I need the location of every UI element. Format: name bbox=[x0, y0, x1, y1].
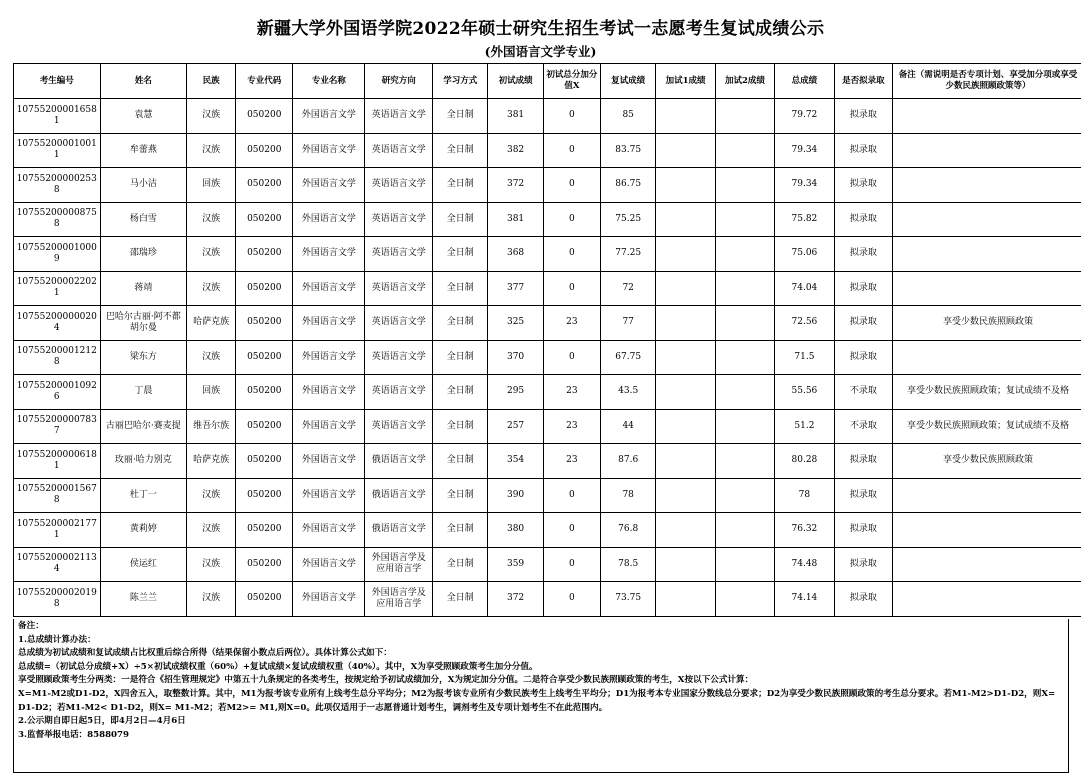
table-cell bbox=[893, 168, 1081, 203]
table-cell: 381 bbox=[488, 99, 543, 134]
table-cell: 372 bbox=[488, 168, 543, 203]
table-cell: 43.5 bbox=[601, 375, 656, 410]
table-cell: 75.82 bbox=[775, 202, 834, 237]
table-cell: 0 bbox=[543, 168, 600, 203]
table-cell: 10755200000618 1 bbox=[14, 444, 101, 479]
table-cell: 全日制 bbox=[433, 340, 488, 375]
table-cell: 050200 bbox=[236, 444, 293, 479]
table-cell: 汉族 bbox=[187, 133, 236, 168]
table-cell: 050200 bbox=[236, 478, 293, 513]
note-line: 备注： bbox=[18, 621, 44, 631]
table-cell: 87.6 bbox=[601, 444, 656, 479]
table-cell: 295 bbox=[488, 375, 543, 410]
table-cell: 050200 bbox=[236, 340, 293, 375]
page-subtitle: (外国语言文学专业) bbox=[484, 44, 597, 59]
table-cell bbox=[656, 168, 715, 203]
table-cell: 10755200002113 4 bbox=[14, 547, 101, 582]
table-cell: 23 bbox=[543, 444, 600, 479]
table-cell: 哈萨克族 bbox=[187, 306, 236, 341]
note-line: 享受照顾政策考生分两类：一是符合《招生管理规定》中第五十九条规定的各类考生，按规定给予初试成绩加分，X为规定加分分值。二是符合享受少数民族照顾政策的考生，X按以下公式计算： bbox=[18, 675, 754, 686]
table-cell: 汉族 bbox=[187, 478, 236, 513]
table-cell: 拟录取 bbox=[834, 237, 892, 272]
table-cell: 杜丁一 bbox=[100, 478, 187, 513]
table-cell bbox=[656, 547, 715, 582]
column-header: 初试总分加分值X bbox=[543, 64, 600, 99]
table-cell: 050200 bbox=[236, 547, 293, 582]
table-cell: 外国语言文学 bbox=[293, 168, 365, 203]
table-cell: 10755200001000 9 bbox=[14, 237, 101, 272]
column-header: 加试2成绩 bbox=[715, 64, 774, 99]
table-cell: 74.14 bbox=[775, 582, 834, 617]
table-row bbox=[14, 99, 1081, 134]
table-cell: 全日制 bbox=[433, 582, 488, 617]
table-cell bbox=[715, 444, 774, 479]
table-cell bbox=[656, 409, 715, 444]
table-cell bbox=[715, 409, 774, 444]
table-cell: 78.5 bbox=[601, 547, 656, 582]
table-cell: 23 bbox=[543, 306, 600, 341]
table-cell: 拟录取 bbox=[834, 99, 892, 134]
table-cell: 75.25 bbox=[601, 202, 656, 237]
table-cell: 75.06 bbox=[775, 237, 834, 272]
table-cell: 邵瑞珍 bbox=[100, 237, 187, 272]
table-cell: 汉族 bbox=[187, 582, 236, 617]
table-cell: 外国语言学及应用语言学 bbox=[365, 547, 433, 582]
table-cell: 回族 bbox=[187, 168, 236, 203]
table-cell: 英语语言文学 bbox=[365, 340, 433, 375]
table-row bbox=[14, 409, 1081, 444]
table-cell: 汉族 bbox=[187, 340, 236, 375]
table-cell: 79.34 bbox=[775, 168, 834, 203]
column-header: 总成绩 bbox=[775, 64, 834, 99]
table-cell: 巴哈尔古丽·阿不都胡尔曼 bbox=[100, 306, 187, 341]
notes-section bbox=[13, 619, 1069, 773]
table-cell: 全日制 bbox=[433, 133, 488, 168]
table-cell: 050200 bbox=[236, 202, 293, 237]
table-cell: 55.56 bbox=[775, 375, 834, 410]
table-cell: 050200 bbox=[236, 271, 293, 306]
table-cell: 10755200001658 1 bbox=[14, 99, 101, 134]
table-cell: 黄莉婷 bbox=[100, 513, 187, 548]
table-cell: 全日制 bbox=[433, 547, 488, 582]
table-cell: 10755200001001 1 bbox=[14, 133, 101, 168]
table-cell: 0 bbox=[543, 513, 600, 548]
table-cell: 蒋靖 bbox=[100, 271, 187, 306]
table-cell: 354 bbox=[488, 444, 543, 479]
table-cell: 英语语言文学 bbox=[365, 237, 433, 272]
note-line: 总成绩=（初试总分成绩+X）÷5×初试成绩权重（60%）+复试成绩×复试成绩权重（40%）。其中，X为享受照顾政策考生加分分值。 bbox=[18, 661, 538, 672]
table-cell bbox=[893, 340, 1081, 375]
table-cell: 俄语语言文学 bbox=[365, 478, 433, 513]
table-cell: 拟录取 bbox=[834, 340, 892, 375]
table-cell bbox=[715, 99, 774, 134]
table-cell: 英语语言文学 bbox=[365, 202, 433, 237]
table-cell: 外国语言文学 bbox=[293, 271, 365, 306]
table-cell bbox=[656, 513, 715, 548]
column-header: 加试1成绩 bbox=[656, 64, 715, 99]
table-cell: 380 bbox=[488, 513, 543, 548]
table-cell: 77.25 bbox=[601, 237, 656, 272]
table-cell: 73.75 bbox=[601, 582, 656, 617]
table-cell: 050200 bbox=[236, 409, 293, 444]
table-body bbox=[14, 99, 1081, 617]
table-cell: 0 bbox=[543, 478, 600, 513]
table-cell: 拟录取 bbox=[834, 547, 892, 582]
table-cell: 368 bbox=[488, 237, 543, 272]
note-line: 1.总成绩计算办法： bbox=[18, 634, 96, 645]
table-cell: 汉族 bbox=[187, 202, 236, 237]
table-cell: 英语语言文学 bbox=[365, 306, 433, 341]
table-cell: 80.28 bbox=[775, 444, 834, 479]
table-cell: 372 bbox=[488, 582, 543, 617]
table-cell: 汉族 bbox=[187, 99, 236, 134]
table-cell bbox=[656, 340, 715, 375]
table-row bbox=[14, 513, 1081, 548]
table-cell: 390 bbox=[488, 478, 543, 513]
table-cell: 72.56 bbox=[775, 306, 834, 341]
table-cell: 0 bbox=[543, 340, 600, 375]
table-cell bbox=[656, 202, 715, 237]
table-cell: 325 bbox=[488, 306, 543, 341]
table-cell: 全日制 bbox=[433, 99, 488, 134]
table-cell: 侯运红 bbox=[100, 547, 187, 582]
table-cell: 全日制 bbox=[433, 409, 488, 444]
table-cell: 10755200002202 1 bbox=[14, 271, 101, 306]
table-cell bbox=[893, 478, 1081, 513]
table-cell bbox=[715, 582, 774, 617]
column-header: 姓名 bbox=[100, 64, 187, 99]
table-cell: 74.48 bbox=[775, 547, 834, 582]
table-cell: 51.2 bbox=[775, 409, 834, 444]
table-row bbox=[14, 340, 1081, 375]
table-row bbox=[14, 478, 1081, 513]
column-header: 考生编号 bbox=[14, 64, 101, 99]
note-line: 3.监督举报电话：8588079 bbox=[18, 729, 129, 740]
score-table bbox=[13, 63, 1081, 617]
table-row bbox=[14, 306, 1081, 341]
table-row bbox=[14, 582, 1081, 617]
table-cell bbox=[656, 582, 715, 617]
table-row bbox=[14, 168, 1081, 203]
table-cell: 外国语言文学 bbox=[293, 444, 365, 479]
table-row bbox=[14, 133, 1081, 168]
table-cell bbox=[893, 582, 1081, 617]
table-cell: 全日制 bbox=[433, 478, 488, 513]
note-line: 总成绩为初试成绩和复试成绩占比权重后综合所得（结果保留小数点后两位）。具体计算公式如下： bbox=[18, 648, 392, 659]
table-cell: 享受少数民族照顾政策 bbox=[893, 306, 1081, 341]
table-cell: 77 bbox=[601, 306, 656, 341]
table-cell bbox=[715, 168, 774, 203]
table-cell bbox=[656, 444, 715, 479]
column-header: 研究方向 bbox=[365, 64, 433, 99]
table-cell: 10755200000020 4 bbox=[14, 306, 101, 341]
table-cell bbox=[656, 133, 715, 168]
table-cell: 382 bbox=[488, 133, 543, 168]
table-cell bbox=[656, 478, 715, 513]
table-cell: 拟录取 bbox=[834, 444, 892, 479]
table-cell bbox=[715, 133, 774, 168]
column-header: 是否拟录取 bbox=[834, 64, 892, 99]
table-cell: 23 bbox=[543, 409, 600, 444]
column-header: 专业名称 bbox=[293, 64, 365, 99]
table-cell bbox=[715, 306, 774, 341]
table-cell: 0 bbox=[543, 237, 600, 272]
table-cell: 050200 bbox=[236, 582, 293, 617]
column-header: 备注（需说明是否专项计划、享受加分项或享受少数民族照顾政策等） bbox=[893, 64, 1081, 99]
table-cell: 拟录取 bbox=[834, 478, 892, 513]
table-cell: 外国语言文学 bbox=[293, 478, 365, 513]
table-cell: 全日制 bbox=[433, 271, 488, 306]
table-cell: 外国语言文学 bbox=[293, 340, 365, 375]
table-cell: 哈萨克族 bbox=[187, 444, 236, 479]
table-cell: 10755200002177 1 bbox=[14, 513, 101, 548]
column-header: 学习方式 bbox=[433, 64, 488, 99]
table-cell bbox=[893, 237, 1081, 272]
table-cell bbox=[656, 237, 715, 272]
table-cell: 全日制 bbox=[433, 444, 488, 479]
table-cell: 全日制 bbox=[433, 306, 488, 341]
column-header: 民族 bbox=[187, 64, 236, 99]
table-cell: 78 bbox=[775, 478, 834, 513]
table-cell: 享受少数民族照顾政策；复试成绩不及格 bbox=[893, 409, 1081, 444]
table-cell: 汉族 bbox=[187, 513, 236, 548]
table-cell: 古丽巴哈尔·赛麦提 bbox=[100, 409, 187, 444]
note-line: 2.公示期自即日起5日，即4月2日—4月6日 bbox=[18, 716, 186, 727]
table-cell: 汉族 bbox=[187, 547, 236, 582]
table-cell: 78 bbox=[601, 478, 656, 513]
table-cell: 67.75 bbox=[601, 340, 656, 375]
table-cell: 英语语言文学 bbox=[365, 99, 433, 134]
table-cell: 85 bbox=[601, 99, 656, 134]
table-cell: 050200 bbox=[236, 168, 293, 203]
table-cell: 79.72 bbox=[775, 99, 834, 134]
table-cell: 10755200000783 7 bbox=[14, 409, 101, 444]
table-cell: 377 bbox=[488, 271, 543, 306]
table-cell: 拟录取 bbox=[834, 202, 892, 237]
table-cell: 0 bbox=[543, 582, 600, 617]
table-cell: 英语语言文学 bbox=[365, 133, 433, 168]
column-header: 专业代码 bbox=[236, 64, 293, 99]
table-cell: 英语语言文学 bbox=[365, 271, 433, 306]
table-row bbox=[14, 237, 1081, 272]
table-cell: 全日制 bbox=[433, 168, 488, 203]
table-cell: 不录取 bbox=[834, 409, 892, 444]
table-cell: 拟录取 bbox=[834, 582, 892, 617]
table-cell: 俄语语言文学 bbox=[365, 513, 433, 548]
table-cell: 0 bbox=[543, 202, 600, 237]
table-cell: 杨白雪 bbox=[100, 202, 187, 237]
table-cell: 050200 bbox=[236, 513, 293, 548]
table-cell: 陈兰兰 bbox=[100, 582, 187, 617]
table-cell: 0 bbox=[543, 271, 600, 306]
table-cell: 050200 bbox=[236, 133, 293, 168]
page-title: 新疆大学外国语学院2022年硕士研究生招生考试一志愿考生复试成绩公示 bbox=[256, 19, 825, 39]
table-cell bbox=[715, 478, 774, 513]
table-cell bbox=[715, 237, 774, 272]
table-cell: 0 bbox=[543, 99, 600, 134]
table-cell: 外国语言文学 bbox=[293, 375, 365, 410]
table-cell: 44 bbox=[601, 409, 656, 444]
table-cell: 71.5 bbox=[775, 340, 834, 375]
table-cell: 外国语言文学 bbox=[293, 306, 365, 341]
table-cell: 359 bbox=[488, 547, 543, 582]
table-cell: 英语语言文学 bbox=[365, 409, 433, 444]
column-header: 复试成绩 bbox=[601, 64, 656, 99]
table-cell: 袁慧 bbox=[100, 99, 187, 134]
table-cell: 370 bbox=[488, 340, 543, 375]
table-cell: 外国语言文学 bbox=[293, 99, 365, 134]
table-cell: 拟录取 bbox=[834, 306, 892, 341]
table-cell: 马小洁 bbox=[100, 168, 187, 203]
table-cell: 79.34 bbox=[775, 133, 834, 168]
table-cell: 10755200001092 6 bbox=[14, 375, 101, 410]
table-cell bbox=[893, 202, 1081, 237]
table-row bbox=[14, 547, 1081, 582]
table-row bbox=[14, 271, 1081, 306]
table-cell bbox=[656, 99, 715, 134]
table-cell: 梁东方 bbox=[100, 340, 187, 375]
table-cell: 74.04 bbox=[775, 271, 834, 306]
table-cell: 外国语言文学 bbox=[293, 513, 365, 548]
table-cell bbox=[893, 99, 1081, 134]
table-cell: 0 bbox=[543, 547, 600, 582]
table-cell bbox=[893, 133, 1081, 168]
table-cell: 72 bbox=[601, 271, 656, 306]
table-cell: 83.75 bbox=[601, 133, 656, 168]
table-cell bbox=[715, 202, 774, 237]
table-cell: 外国语言文学 bbox=[293, 582, 365, 617]
table-cell: 拟录取 bbox=[834, 168, 892, 203]
table-cell: 外国语言文学 bbox=[293, 202, 365, 237]
table-cell: 拟录取 bbox=[834, 271, 892, 306]
table-cell bbox=[715, 340, 774, 375]
table-cell: 外国语言文学 bbox=[293, 409, 365, 444]
table-cell: 257 bbox=[488, 409, 543, 444]
table-cell: 10755200001212 8 bbox=[14, 340, 101, 375]
table-cell: 不录取 bbox=[834, 375, 892, 410]
table-cell: 10755200000875 8 bbox=[14, 202, 101, 237]
table-cell: 外国语言文学 bbox=[293, 547, 365, 582]
table-row bbox=[14, 202, 1081, 237]
table-cell: 10755200002019 8 bbox=[14, 582, 101, 617]
table-row bbox=[14, 444, 1081, 479]
table-cell: 全日制 bbox=[433, 237, 488, 272]
table-cell: 0 bbox=[543, 133, 600, 168]
table-cell: 俄语语言文学 bbox=[365, 444, 433, 479]
table-cell: 维吾尔族 bbox=[187, 409, 236, 444]
table-cell: 全日制 bbox=[433, 375, 488, 410]
table-cell bbox=[893, 513, 1081, 548]
table-cell bbox=[656, 271, 715, 306]
table-header-row bbox=[14, 64, 1081, 99]
table-row bbox=[14, 375, 1081, 410]
table-cell: 全日制 bbox=[433, 513, 488, 548]
table-cell: 享受少数民族照顾政策；复试成绩不及格 bbox=[893, 375, 1081, 410]
table-cell: 050200 bbox=[236, 306, 293, 341]
table-cell: 76.8 bbox=[601, 513, 656, 548]
table-cell: 英语语言文学 bbox=[365, 375, 433, 410]
table-cell: 回族 bbox=[187, 375, 236, 410]
table-cell: 英语语言文学 bbox=[365, 168, 433, 203]
table-cell: 外国语言文学 bbox=[293, 133, 365, 168]
table-cell: 23 bbox=[543, 375, 600, 410]
table-cell: 050200 bbox=[236, 237, 293, 272]
table-cell: 050200 bbox=[236, 99, 293, 134]
table-cell bbox=[715, 513, 774, 548]
table-cell bbox=[715, 375, 774, 410]
table-cell: 381 bbox=[488, 202, 543, 237]
table-cell: 全日制 bbox=[433, 202, 488, 237]
table-cell: 享受少数民族照顾政策 bbox=[893, 444, 1081, 479]
table-cell: 玫丽·哈力别克 bbox=[100, 444, 187, 479]
table-cell bbox=[656, 375, 715, 410]
table-cell bbox=[715, 271, 774, 306]
table-cell: 拟录取 bbox=[834, 133, 892, 168]
table-cell bbox=[893, 271, 1081, 306]
table-cell: 10755200001567 8 bbox=[14, 478, 101, 513]
table-cell: 牟蕾燕 bbox=[100, 133, 187, 168]
table-cell: 外国语言文学 bbox=[293, 237, 365, 272]
table-cell bbox=[656, 306, 715, 341]
table-cell: 10755200000253 8 bbox=[14, 168, 101, 203]
table-cell: 外国语言学及应用语言学 bbox=[365, 582, 433, 617]
table-cell: 76.32 bbox=[775, 513, 834, 548]
table-cell: 拟录取 bbox=[834, 513, 892, 548]
table-cell: 050200 bbox=[236, 375, 293, 410]
table-cell: 丁晨 bbox=[100, 375, 187, 410]
table-cell: 汉族 bbox=[187, 237, 236, 272]
table-cell bbox=[893, 547, 1081, 582]
column-header: 初试成绩 bbox=[488, 64, 543, 99]
table-cell: 汉族 bbox=[187, 271, 236, 306]
table-cell: 86.75 bbox=[601, 168, 656, 203]
table-cell bbox=[715, 547, 774, 582]
note-line: X=M1-M2或D1-D2，X四舍五入，取整数计算。其中，M1为报考该专业所有上线考生总分平均分；M2为报考该专业所有少数民族考生上线考生平均分；D1为报考本专业国家分数线总分要求；D2为享受少数民族照顾政策的考生总分要求。若M1-M2>D1-D2，则X= D1-D2；若M1-M2< D1-D2，则X= M1-M2；若M2>= M1,则X=0。此项仅适用于一志愿普通计划考生，调剂考生及专项计划考生不在此范围内。 bbox=[18, 688, 1056, 713]
